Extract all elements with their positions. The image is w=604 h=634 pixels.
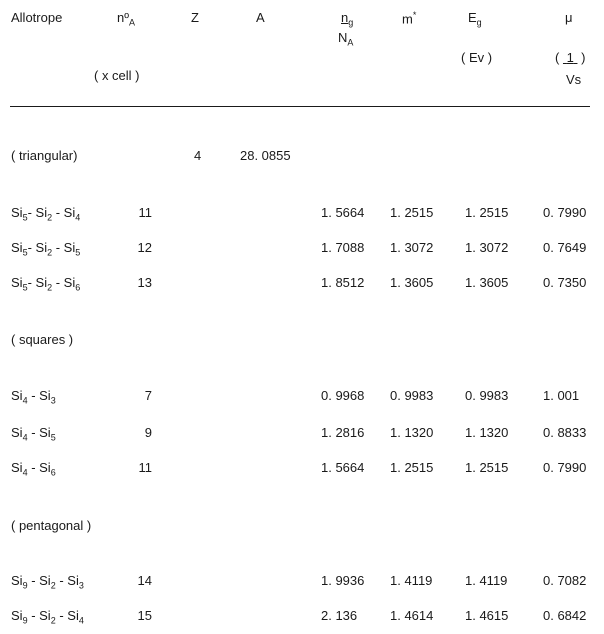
- cell-ng: 1. 8512: [321, 275, 365, 290]
- cell-eg: 0. 9983: [465, 388, 509, 403]
- formula-text: - Si: [52, 275, 76, 290]
- cell-ng: 2. 136: [321, 608, 358, 623]
- cell-mu: 1. 001: [543, 388, 580, 403]
- formula-text: Si: [11, 608, 23, 623]
- subscript: 3: [50, 395, 56, 406]
- subscript: 4: [75, 212, 81, 223]
- subscript: 5: [22, 247, 28, 258]
- header-mu: μ: [565, 10, 573, 25]
- subscript: 5: [75, 247, 81, 258]
- formula-text: - Si: [27, 460, 51, 475]
- cell-mu: 0. 7990: [543, 205, 587, 220]
- cell-mu: 0. 6842: [543, 608, 587, 623]
- formula-text: - Si: [55, 573, 79, 588]
- cell-ng: 1. 2816: [321, 425, 365, 440]
- subscript: 6: [75, 282, 81, 293]
- header-mu-unit: ( 1 ): [555, 50, 586, 65]
- cell-a: 28. 0855: [240, 148, 291, 163]
- cell-mu: 0. 7350: [543, 275, 587, 290]
- header-na: nº$_A$: [117, 10, 135, 28]
- header-eg-unit: ( Ev ): [461, 50, 493, 65]
- cell-mu: 0. 7990: [543, 460, 587, 475]
- subscript: 2: [47, 247, 53, 258]
- cell-z: 4: [194, 148, 202, 163]
- section-title: ( pentagonal ): [11, 518, 92, 533]
- formula-text: - Si: [52, 205, 76, 220]
- cell-mu: 0. 8833: [543, 425, 587, 440]
- allotrope-name: [11, 425, 56, 443]
- cell-eg: 1. 2515: [465, 460, 509, 475]
- subscript: 5: [22, 282, 28, 293]
- subscript: 2: [50, 615, 56, 626]
- cell-na: 11: [138, 460, 152, 475]
- cell-mstar: 1. 3072: [390, 240, 434, 255]
- cell-ng: 1. 7088: [321, 240, 365, 255]
- formula-text: - Si: [27, 275, 48, 290]
- subscript: 4: [22, 467, 28, 478]
- formula-text: Si: [11, 425, 23, 440]
- cell-mstar: 0. 9983: [390, 388, 434, 403]
- subscript: 2: [47, 282, 53, 293]
- subscript: 4: [22, 395, 28, 406]
- allotrope-name: [11, 608, 84, 626]
- allotrope-name: [11, 573, 84, 591]
- cell-mstar: 1. 3605: [390, 275, 434, 290]
- formula-text: Si: [11, 275, 23, 290]
- cell-mstar: 1. 4614: [390, 608, 434, 623]
- formula-text: - Si: [27, 608, 51, 623]
- cell-ng: 1. 9936: [321, 573, 365, 588]
- cell-eg: 1. 3072: [465, 240, 509, 255]
- cell-na: 7: [144, 388, 152, 403]
- cell-mu: 0. 7082: [543, 573, 587, 588]
- subscript: 2: [50, 580, 56, 591]
- formula-text: Si: [11, 240, 23, 255]
- subscript: 2: [47, 212, 53, 223]
- header-rule: [10, 106, 590, 107]
- formula-text: Si: [11, 460, 23, 475]
- header-z: Z: [191, 10, 199, 25]
- cell-eg: 1. 1320: [465, 425, 509, 440]
- formula-text: - Si: [27, 573, 51, 588]
- subscript: 9: [22, 615, 28, 626]
- header-na-unit: ( x cell ): [94, 68, 140, 83]
- allotrope-name: [11, 460, 56, 478]
- allotrope-name: [11, 275, 80, 293]
- cell-mstar: 1. 2515: [390, 460, 434, 475]
- formula-text: Si: [11, 205, 23, 220]
- formula-text: Si: [11, 388, 23, 403]
- header-mu-unit-den: Vs: [566, 72, 582, 87]
- subscript: 3: [78, 580, 84, 591]
- cell-na: 13: [137, 275, 152, 290]
- subscript: 5: [22, 212, 28, 223]
- header-allotrope: Allotrope: [11, 10, 63, 25]
- section-title-triangular: ( triangular): [11, 148, 78, 163]
- cell-na: 12: [137, 240, 152, 255]
- cell-ng: 0. 9968: [321, 388, 365, 403]
- cell-na: 11: [138, 205, 152, 220]
- allotrope-name: [11, 205, 80, 223]
- subscript: 9: [22, 580, 28, 591]
- cell-eg: 1. 3605: [465, 275, 509, 290]
- cell-eg: 1. 2515: [465, 205, 509, 220]
- formula-text: - Si: [52, 240, 76, 255]
- formula-text: Si: [11, 573, 23, 588]
- formula-text: - Si: [55, 608, 79, 623]
- allotrope-name: [11, 240, 80, 258]
- section-title: ( squares ): [11, 332, 74, 347]
- subscript: 4: [78, 615, 84, 626]
- header-mstar: m*: [402, 10, 417, 27]
- header-eg: $E_g$: [468, 10, 482, 28]
- cell-ng: 1. 5664: [321, 205, 365, 220]
- header-ng: $n_g$: [341, 10, 354, 28]
- cell-eg: 1. 4119: [465, 573, 508, 588]
- cell-mu: 0. 7649: [543, 240, 587, 255]
- header-ng-denominator: $N_A$: [338, 30, 354, 48]
- cell-mstar: 1. 2515: [390, 205, 434, 220]
- header-a: A: [256, 10, 265, 25]
- formula-text: - Si: [27, 425, 51, 440]
- cell-mstar: 1. 4119: [390, 573, 433, 588]
- subscript: 6: [50, 467, 56, 478]
- cell-eg: 1. 4615: [465, 608, 509, 623]
- cell-ng: 1. 5664: [321, 460, 365, 475]
- formula-text: - Si: [27, 388, 51, 403]
- formula-text: - Si: [27, 240, 48, 255]
- cell-na: 9: [144, 425, 152, 440]
- cell-mstar: 1. 1320: [390, 425, 434, 440]
- subscript: 5: [50, 432, 56, 443]
- formula-text: - Si: [27, 205, 48, 220]
- cell-na: 15: [137, 608, 152, 623]
- allotrope-name: [11, 388, 56, 406]
- subscript: 4: [22, 432, 28, 443]
- cell-na: 14: [137, 573, 152, 588]
